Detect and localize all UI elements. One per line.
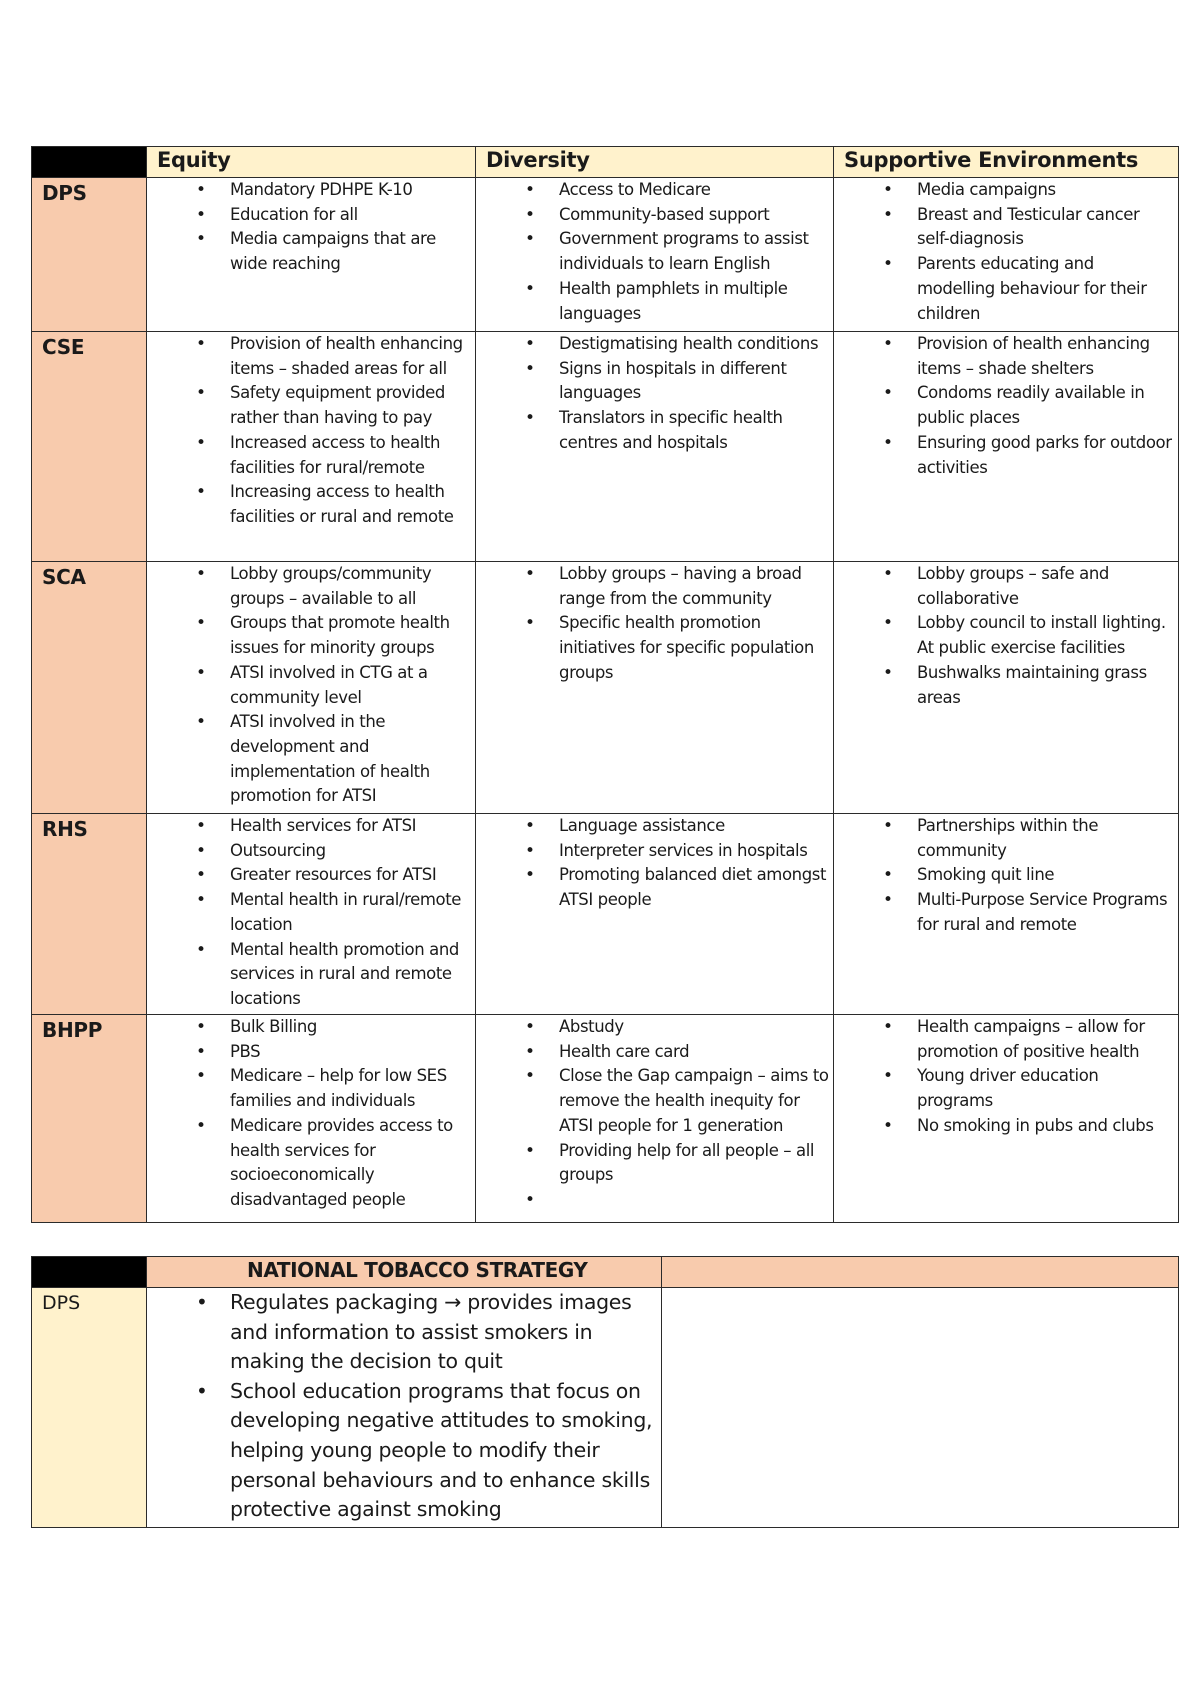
list-item: • Lobby groups – having a broad range from the community bbox=[559, 562, 829, 611]
list-item: • Government programs to assist individuals to learn English bbox=[559, 227, 829, 276]
bullet-list bbox=[147, 1288, 655, 1525]
tobacco-header-row bbox=[32, 1257, 1179, 1288]
list-item: • Access to Medicare bbox=[559, 178, 829, 203]
bullet-list bbox=[834, 562, 1174, 710]
bullet-list bbox=[834, 332, 1174, 480]
bullet-list bbox=[147, 332, 471, 530]
table-row bbox=[32, 178, 1179, 332]
diversity-cell bbox=[476, 562, 834, 814]
bullet-list bbox=[834, 1015, 1174, 1139]
list-item: • Education for all bbox=[230, 203, 471, 228]
header-diversity: Diversity bbox=[476, 147, 834, 178]
list-item: • Parents educating and modelling behaviour for their children bbox=[917, 252, 1174, 326]
list-item: • Specific health promotion initiatives for specific population groups bbox=[559, 611, 829, 685]
list-item: • Safety equipment provided rather than having to pay bbox=[230, 381, 471, 430]
equity-cell bbox=[147, 562, 476, 814]
list-item: • Mental health in rural/remote location bbox=[230, 888, 471, 937]
list-item: • Lobby groups/community groups – available to all bbox=[230, 562, 471, 611]
bullet-list bbox=[476, 814, 829, 913]
list-item: • Media campaigns that are wide reaching bbox=[230, 227, 471, 276]
list-item: • Lobby council to install lighting. At public exercise facilities bbox=[917, 611, 1174, 660]
list-item: • Medicare provides access to health services for socioeconomically disadvantaged people bbox=[230, 1114, 471, 1213]
table-row bbox=[32, 562, 1179, 814]
tobacco-header-corner-cell bbox=[32, 1257, 147, 1288]
list-item: • Language assistance bbox=[559, 814, 829, 839]
bullet-list bbox=[476, 178, 829, 326]
diversity-cell bbox=[476, 1015, 834, 1223]
list-item: • Health services for ATSI bbox=[230, 814, 471, 839]
list-item: • Destigmatising health conditions bbox=[559, 332, 829, 357]
list-item: • Bushwalks maintaining grass areas bbox=[917, 661, 1174, 710]
tobacco-strategy-title: NATIONAL TOBACCO STRATEGY bbox=[147, 1257, 662, 1288]
list-item: • Outsourcing bbox=[230, 839, 471, 864]
supportive-cell bbox=[834, 814, 1179, 1015]
list-item: • ATSI involved in the development and implementation of health promotion for ATSI bbox=[230, 710, 471, 809]
list-item: • Partnerships within the community bbox=[917, 814, 1174, 863]
list-item: • PBS bbox=[230, 1040, 471, 1065]
diversity-cell bbox=[476, 332, 834, 562]
list-item: • Provision of health enhancing items – shade shelters bbox=[917, 332, 1174, 381]
list-item: • Increased access to health facilities for rural/remote bbox=[230, 431, 471, 480]
list-item: • Bulk Billing bbox=[230, 1015, 471, 1040]
supportive-cell bbox=[834, 332, 1179, 562]
header-corner-cell bbox=[32, 147, 147, 178]
list-item: • Health campaigns – allow for promotion of positive health bbox=[917, 1015, 1174, 1064]
bullet-list bbox=[147, 1015, 471, 1213]
bullet-list bbox=[834, 814, 1174, 938]
table-row bbox=[32, 1288, 1179, 1528]
list-item: • Ensuring good parks for outdoor activities bbox=[917, 431, 1174, 480]
bullet-list bbox=[476, 1015, 829, 1213]
list-item: • Health pamphlets in multiple languages bbox=[559, 277, 829, 326]
list-item: • Mental health promotion and services in rural and remote locations bbox=[230, 938, 471, 1012]
equity-cell bbox=[147, 332, 476, 562]
list-item: • Young driver education programs bbox=[917, 1064, 1174, 1113]
header-supportive-environments: Supportive Environments bbox=[834, 147, 1179, 178]
diversity-cell bbox=[476, 814, 834, 1015]
list-item: • Smoking quit line bbox=[917, 863, 1174, 888]
list-item: • Medicare – help for low SES families and individuals bbox=[230, 1064, 471, 1113]
list-item: • Groups that promote health issues for minority groups bbox=[230, 611, 471, 660]
health-promotion-principles-table bbox=[31, 146, 1179, 1223]
row-label: CSE bbox=[32, 332, 147, 562]
list-item: • Condoms readily available in public places bbox=[917, 381, 1174, 430]
list-item: • Close the Gap campaign – aims to remove the health inequity for ATSI people for 1 generation bbox=[559, 1064, 829, 1138]
row-label: DPS bbox=[32, 178, 147, 332]
list-item: • Greater resources for ATSI bbox=[230, 863, 471, 888]
tobacco-strategy-cell bbox=[147, 1288, 662, 1528]
list-item: • Multi-Purpose Service Programs for rural and remote bbox=[917, 888, 1174, 937]
supportive-cell bbox=[834, 1015, 1179, 1223]
row-label: BHPP bbox=[32, 1015, 147, 1223]
row-label: SCA bbox=[32, 562, 147, 814]
list-item: • ATSI involved in CTG at a community level bbox=[230, 661, 471, 710]
diversity-cell bbox=[476, 178, 834, 332]
bullet-list bbox=[834, 178, 1174, 326]
header-equity: Equity bbox=[147, 147, 476, 178]
list-item: • School education programs that focus on developing negative attitudes to smoking, helping young people to modify their personal behaviours and to enhance skills protective against smoking bbox=[230, 1377, 655, 1525]
list-item: • Lobby groups – safe and collaborative bbox=[917, 562, 1174, 611]
bullet-list bbox=[147, 562, 471, 809]
list-item: • Provision of health enhancing items – shaded areas for all bbox=[230, 332, 471, 381]
list-item: • Mandatory PDHPE K-10 bbox=[230, 178, 471, 203]
equity-cell bbox=[147, 178, 476, 332]
list-item: • Media campaigns bbox=[917, 178, 1174, 203]
bullet-list bbox=[476, 562, 829, 686]
list-item: • Providing help for all people – all groups bbox=[559, 1139, 829, 1188]
table-row bbox=[32, 332, 1179, 562]
bullet-list bbox=[476, 332, 829, 456]
list-item: • Breast and Testicular cancer self-diagnosis bbox=[917, 203, 1174, 252]
header-row bbox=[32, 147, 1179, 178]
table-row bbox=[32, 1015, 1179, 1223]
national-tobacco-strategy-table bbox=[31, 1256, 1179, 1528]
row-label: DPS bbox=[32, 1288, 147, 1528]
list-item bbox=[559, 1188, 829, 1213]
tobacco-header-empty-cell bbox=[662, 1257, 1179, 1288]
tobacco-empty-cell bbox=[662, 1288, 1179, 1528]
list-item: • Increasing access to health facilities or rural and remote bbox=[230, 480, 471, 529]
list-item: • Signs in hospitals in different languages bbox=[559, 357, 829, 406]
list-item: • Abstudy bbox=[559, 1015, 829, 1040]
bullet-list bbox=[147, 178, 471, 277]
equity-cell bbox=[147, 1015, 476, 1223]
list-item: • Health care card bbox=[559, 1040, 829, 1065]
supportive-cell bbox=[834, 562, 1179, 814]
table-row bbox=[32, 814, 1179, 1015]
row-label: RHS bbox=[32, 814, 147, 1015]
list-item: • Interpreter services in hospitals bbox=[559, 839, 829, 864]
bullet-list bbox=[147, 814, 471, 1012]
list-item: • Regulates packaging → provides images and information to assist smokers in making the decision to quit bbox=[230, 1288, 655, 1377]
list-item: • Community-based support bbox=[559, 203, 829, 228]
list-item: • No smoking in pubs and clubs bbox=[917, 1114, 1174, 1139]
list-item: • Promoting balanced diet amongst ATSI people bbox=[559, 863, 829, 912]
supportive-cell bbox=[834, 178, 1179, 332]
equity-cell bbox=[147, 814, 476, 1015]
list-item: • Translators in specific health centres and hospitals bbox=[559, 406, 829, 455]
